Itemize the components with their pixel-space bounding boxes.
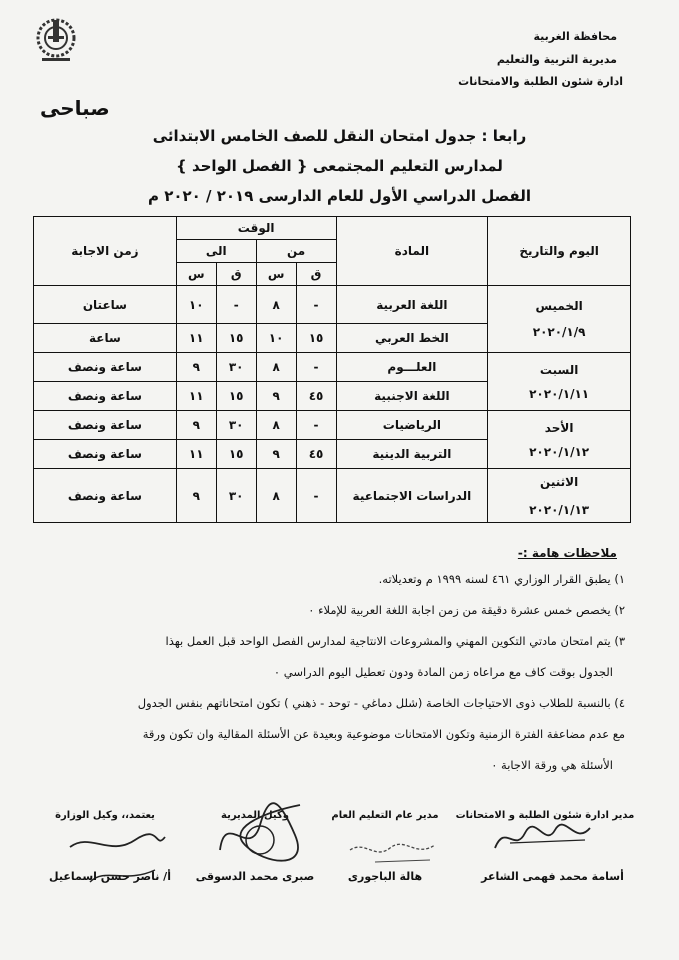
header-to: الى: [176, 240, 256, 263]
shift-label: صباحى: [40, 96, 110, 120]
note-item: مع عدم مضاعفة الفترة الزمنية وتكون الامتحانات موضوعية وبعيدة عن الأسئلة المقالية وان تكون ورقة: [142, 727, 625, 741]
signature-name-1: أسامة محمد فهمى الشاعر: [481, 870, 624, 883]
table-row: [34, 353, 631, 382]
note-item: الجدول بوقت كاف مع مراعاه زمن المادة ودون تعطيل اليوم الدراسي ٠: [273, 665, 613, 679]
note-item: ١) يطبق القرار الوزاري ٤٦١ لسنه ١٩٩٩ م وتعديلاته.: [378, 572, 625, 586]
note-item: ٣) يتم امتحان مادتي التكوين المهني والمشروعات الانتاجية لمدارس الفصل الواحد قبل العمل بهذا: [165, 634, 625, 648]
header-from-s: س: [256, 263, 296, 286]
from-q-cell: -: [296, 469, 336, 523]
day-date-cell: [488, 469, 631, 523]
handwritten-signature-3: [205, 790, 315, 870]
signature-name-2: هالة الباجورى: [347, 870, 423, 883]
handwritten-signature-2: [345, 830, 445, 870]
to-q-cell: ١٥: [216, 382, 256, 411]
subject-cell: التربية الدينية: [336, 440, 488, 469]
date-label: ٢٠٢٠/١/١٢: [529, 444, 590, 459]
from-q-cell: -: [296, 353, 336, 382]
duration-cell: ساعة ونصف: [34, 411, 177, 440]
subject-cell: اللغة العربية: [336, 286, 488, 324]
signature-role-2: مدير عام التعليم العام: [331, 810, 439, 821]
to-q-cell: ٣٠: [216, 469, 256, 523]
day-date-cell: [488, 286, 631, 353]
table-row: [34, 286, 631, 324]
duration-cell: ساعتان: [34, 286, 177, 324]
to-q-cell: ٣٠: [216, 411, 256, 440]
day-date-cell: [488, 411, 631, 469]
header-from-q: ق: [296, 263, 336, 286]
to-s-cell: ١١: [176, 324, 216, 353]
from-q-cell: ٤٥: [296, 382, 336, 411]
to-q-cell: ٣٠: [216, 353, 256, 382]
table-row: [34, 469, 631, 523]
table-row: [34, 411, 631, 440]
exam-schedule-table: [33, 216, 631, 523]
title-line-3: الفصل الدراسي الأول للعام الدارسى ٢٠١٩ / ٢٠٢٠ م: [147, 187, 532, 205]
date-label: ٢٠٢٠/١/١٣: [529, 502, 590, 517]
duration-cell: ساعة ونصف: [34, 440, 177, 469]
subject-cell: الرياضيات: [336, 411, 488, 440]
day-label: الخميس: [535, 299, 583, 313]
duration-cell: ساعة ونصف: [34, 353, 177, 382]
note-item: ٢) يخصص خمس عشرة دقيقة من زمن اجابة اللغة العربية للإملاء ٠: [308, 603, 625, 617]
date-label: ٢٠٢٠/١/٩: [532, 325, 586, 339]
date-label: ٢٠٢٠/١/١١: [529, 386, 590, 401]
from-q-cell: -: [296, 286, 336, 324]
signature-name-3: صبرى محمد الدسوقى: [195, 870, 315, 883]
notes-heading: ملاحظات هامة :-: [517, 546, 617, 560]
header-to-s: س: [176, 263, 216, 286]
to-s-cell: ١١: [176, 440, 216, 469]
to-s-cell: ٩: [176, 353, 216, 382]
header-time: الوقت: [176, 217, 336, 240]
header-subject: المادة: [336, 217, 488, 286]
from-s-cell: ٩: [256, 382, 296, 411]
duration-cell: ساعة ونصف: [34, 469, 177, 523]
title-line-1: رابعا : جدول امتحان النقل للصف الخامس الابتدائى: [152, 127, 527, 145]
subject-cell: الخط العربي: [336, 324, 488, 353]
header-from: من: [256, 240, 336, 263]
day-label: الاثنين: [540, 474, 579, 489]
subject-cell: العلـــوم: [336, 353, 488, 382]
note-item: الأسئلة هي ورقة الاجابة ٠: [491, 758, 613, 772]
from-q-cell: ٤٥: [296, 440, 336, 469]
directorate-label: مديرية التربية والتعليم: [496, 53, 617, 66]
from-s-cell: ٨: [256, 411, 296, 440]
to-s-cell: ١١: [176, 382, 216, 411]
to-q-cell: ١٥: [216, 324, 256, 353]
from-s-cell: ٨: [256, 353, 296, 382]
handwritten-signature-1: [490, 818, 600, 858]
day-label: الأحد: [544, 420, 574, 435]
from-s-cell: ٩: [256, 440, 296, 469]
subject-cell: اللغة الاجنبية: [336, 382, 488, 411]
signature-role-4: يعتمد،، وكيل الوزارة: [55, 810, 155, 821]
duration-cell: ساعة: [34, 324, 177, 353]
governorate-label: محافظة الغربية: [533, 30, 617, 43]
day-label: السبت: [539, 362, 579, 377]
to-q-cell: ١٥: [216, 440, 256, 469]
from-s-cell: ١٠: [256, 324, 296, 353]
signature-role-1: مدير ادارة شئون الطلبة و الامتحانات: [455, 810, 635, 821]
header-day-date: اليوم والتاريخ: [488, 217, 631, 286]
header-to-q: ق: [216, 263, 256, 286]
to-q-cell: -: [216, 286, 256, 324]
subject-cell: الدراسات الاجتماعية: [336, 469, 488, 523]
signature-role-3: وكيل المديرية: [221, 810, 289, 821]
note-item: ٤) بالنسبة للطلاب ذوى الاحتياجات الخاصة (شلل دماغي - توحد - ذهني ) تكون امتحاناتهم بنفس الجدول: [137, 696, 625, 710]
to-s-cell: ٩: [176, 469, 216, 523]
department-label: ادارة شئون الطلبة والامتحانات: [458, 75, 623, 88]
title-line-2: لمدارس التعليم المجتمعى { الفصل الواحد }: [176, 157, 503, 175]
duration-cell: ساعة ونصف: [34, 382, 177, 411]
to-s-cell: ٩: [176, 411, 216, 440]
from-s-cell: ٨: [256, 286, 296, 324]
from-q-cell: -: [296, 411, 336, 440]
header-duration: زمن الاجابة: [34, 217, 177, 286]
from-q-cell: ١٥: [296, 324, 336, 353]
notes-list: [25, 564, 625, 781]
signature-name-4: أ/ ناصر حسن اسماعيل: [49, 870, 171, 883]
day-date-cell: [488, 353, 631, 411]
to-s-cell: ١٠: [176, 286, 216, 324]
logo: [34, 10, 78, 72]
from-s-cell: ٨: [256, 469, 296, 523]
